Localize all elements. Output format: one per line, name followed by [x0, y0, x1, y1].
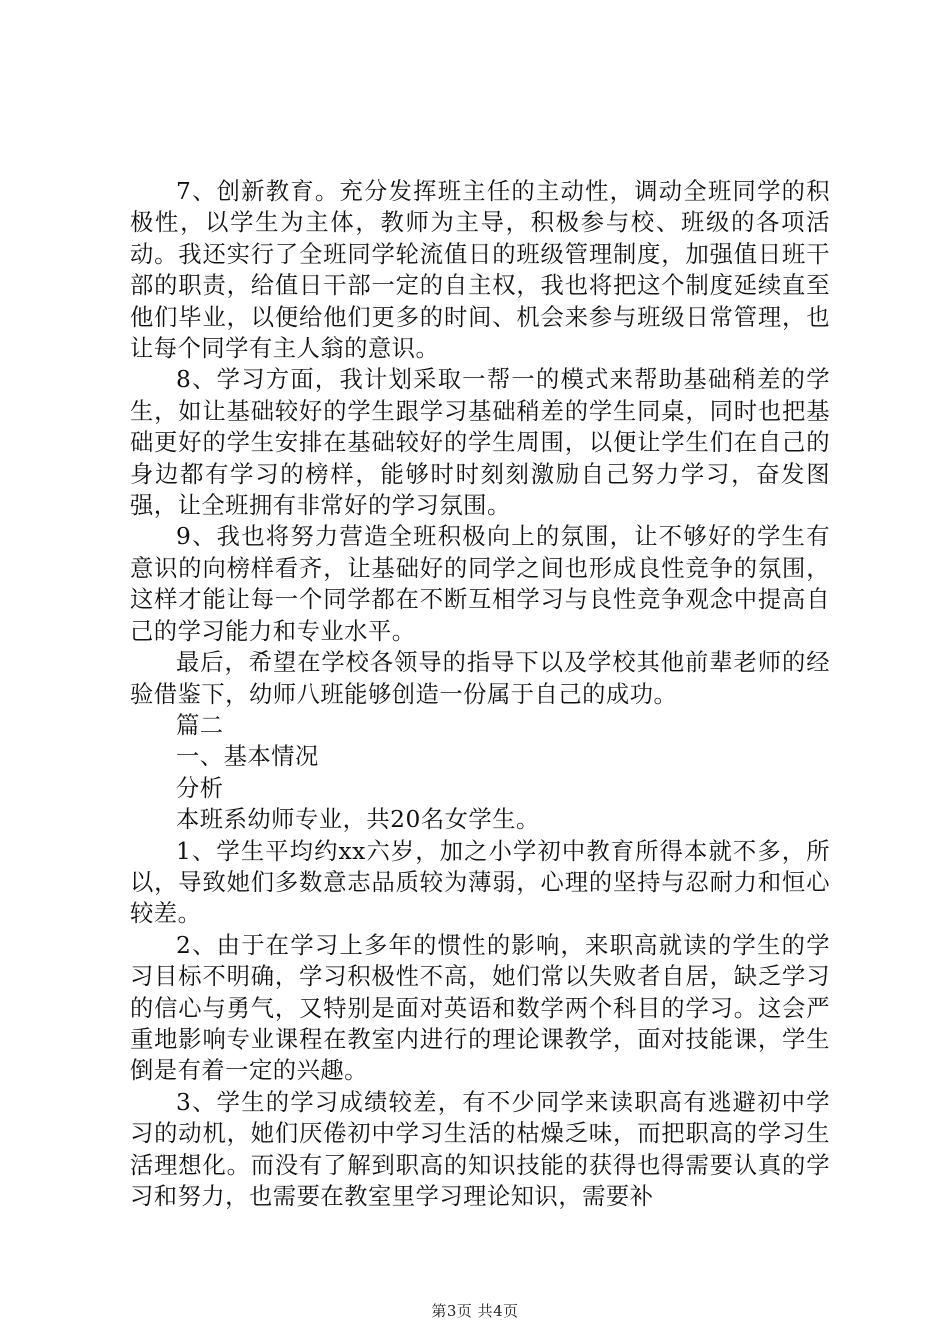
paragraph-8-study: 8、学习方面，我计划采取一帮一的模式来帮助基础稍差的学生，如让基础较好的学生跟学习基础稍差的学生同桌，同时也把基础更好的学生安排在基础较好的学生周围，以便让学生们在自己的身边都有学习的榜样，能够时时刻刻激励自己努力学习，奋发图强，让全班拥有非常好的学习氛围。	[130, 366, 830, 520]
section-heading-analysis: 分析	[176, 774, 224, 802]
paragraph-analysis-3: 3、学生的学习成绩较差，有不少同学来读职高有逃避初中学习的动机，她们厌倦初中学习生活的枯燥乏味，而把职高的学习生活理想化。而没有了解到职高的知识技能的获得也得需要认真的学习和努力，也需要在教室里学习理论知识，需要补	[130, 1088, 830, 1210]
paragraph-7-innovation: 7、创新教育。充分发挥班主任的主动性，调动全班同学的积极性，以学生为主体，教师为主导，积极参与校、班级的各项活动。我还实行了全班同学轮流值日的班级管理制度，加强值日班干部的职责，给值日干部一定的自主权，我也将把这个制度延续直至他们毕业，以便给他们更多的时间、机会来参与班级日常管理，也让每个同学有主人翁的意识。	[130, 178, 830, 363]
section-heading-basic-situation: 一、基本情况	[176, 743, 319, 771]
page-number-footer: 第3页 共4页	[431, 1302, 519, 1320]
paragraph-analysis-2: 2、由于在学习上多年的惯性的影响，来职高就读的学生的学习目标不明确，学习积极性不高，她们常以失败者自居，缺乏学习的信心与勇气，又特别是面对英语和数学两个科目的学习。这会严重地影响专业课程在教室内进行的理论课教学，面对技能课，学生倒是有着一定的兴趣。	[130, 931, 830, 1085]
section-heading-part-two: 篇二	[176, 711, 224, 739]
paragraph-9-atmosphere: 9、我也将努力营造全班积极向上的氛围，让不够好的学生有意识的向榜样看齐，让基础好的同学之间也形成良性竞争的氛围，这样才能让每一个同学都在不断互相学习与良性竞争观念中提高自己的学习能力和专业水平。	[130, 523, 830, 645]
paragraph-class-overview: 本班系幼师专业，共20名女学生。	[176, 806, 540, 834]
paragraph-conclusion: 最后，希望在学校各领导的指导下以及学校其他前辈老师的经验借鉴下，幼师八班能够创造一份属于自己的成功。	[130, 649, 830, 708]
document-body	[130, 176, 830, 1212]
paragraph-analysis-1: 1、学生平均约xx六岁，加之小学初中教育所得本就不多，所以，导致她们多数意志品质较为薄弱，心理的坚持与忍耐力和恒心较差。	[130, 837, 830, 928]
